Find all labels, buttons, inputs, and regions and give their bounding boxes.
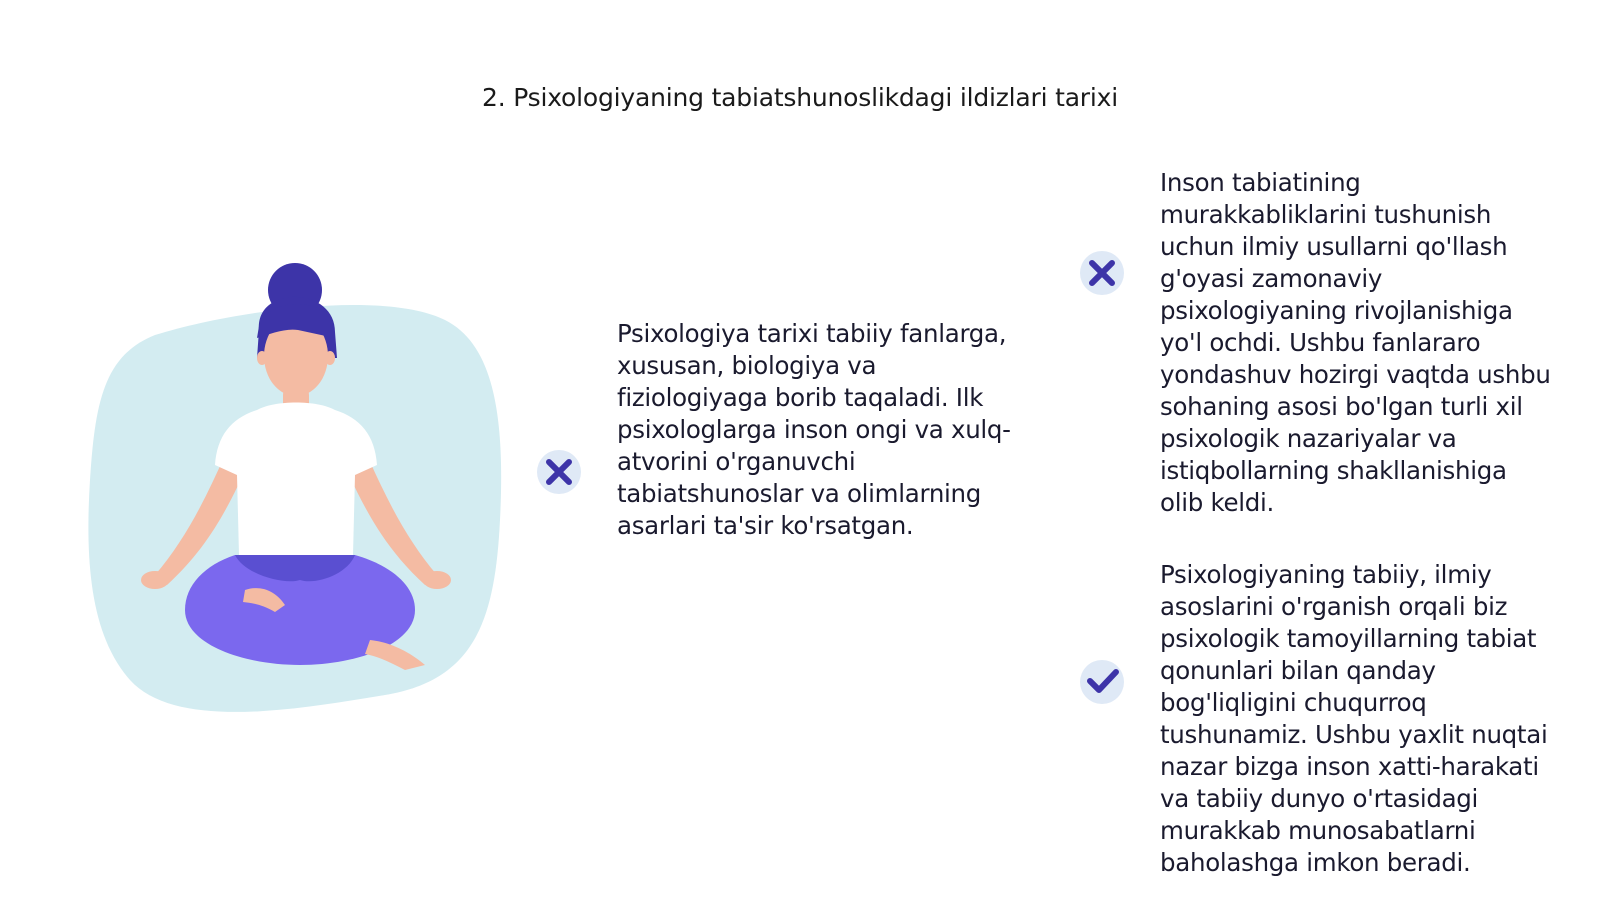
point-text: Inson tabiatining murakkabliklarini tushunish uchun ilmiy usullarni qo'llash g'oyasi zamonaviy psixologiyaning rivojlanishiga yo'l ochdi. Ushbu fanlararo yondashuv hozirgi vaqtda ushbu sohaning asosi bo'lgan turli xil psixologik nazariyalar va istiqbollarning shakllanishiga olib keldi.	[1160, 168, 1551, 517]
point-text: Psixologiya tarixi tabiiy fanlarga, xususan, biologiya va fiziologiyaga borib taqaladi. Ilk psixologlarga inson ongi va xulq- atvorini o'rganuvchi tabiatshunoslar va olimlarning asarlari ta'sir ko'rsatgan.	[617, 319, 1011, 540]
x-mark-icon	[536, 449, 582, 495]
x-mark-icon	[1079, 250, 1125, 296]
point-text: Psixologiyaning tabiiy, ilmiy asoslarini o'rganish orqali biz psixologik tamoyillarning tabiat qonunlari bilan qanday bog'liqligini chuqurroq tushunamiz. Ushbu yaxlit nuqtai nazar bizga inson xatti-harakati va tabiiy dunyo o'rtasidagi murakkab munosabatlarni baholashga imkon beradi.	[1160, 560, 1548, 877]
slide-title: 2. Psixologiyaning tabiatshunoslikdagi ildizlari tarixi	[482, 83, 1118, 112]
shirt	[215, 403, 377, 556]
check-mark-icon	[1079, 659, 1125, 705]
meditation-illustration	[85, 260, 515, 730]
